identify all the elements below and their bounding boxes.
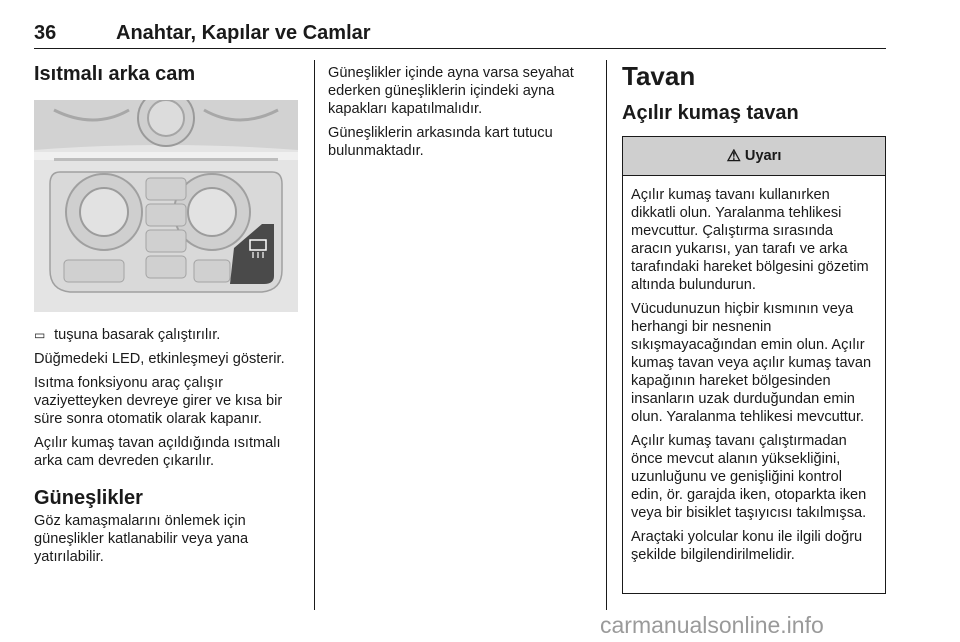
site-watermark: carmanualsonline.info [600, 612, 824, 638]
caption-text: tuşuna basarak çalıştırılır. [54, 327, 221, 343]
sunvisors-heading: Güneşlikler [34, 487, 143, 509]
warning-paragraph: Açılır kumaş tavanı çalıştırmadan önce mevcut alanın yüksekliğini, uzunluğunu ve genişliğini kontrol edin, ör. garajda iken, otoparkta iken veya bir bisiklet taşıyıcısı takılmışsa. [631, 433, 867, 521]
roof-heading: Tavan [622, 61, 696, 91]
heated-rear-window-heading: Isıtmalı arka cam [34, 63, 196, 85]
header-rule [34, 48, 886, 49]
vanity-mirror-paragraph: Güneşlikler içinde ayna varsa seyahat ederken güneşliklerin içindeki ayna kapakları kapatılmalıdır. [328, 65, 574, 117]
heated-rear-window-icon: ▭ [34, 328, 46, 342]
column-divider-left [314, 60, 315, 610]
heating-function-paragraph: Isıtma fonksiyonu araç çalışır vaziyetteyken devreye girer ve kısa bir süre sonra otomatik olarak kapanır. [34, 375, 283, 427]
page-number: 36 [34, 22, 57, 44]
page-header [34, 16, 886, 50]
warning-paragraph: Vücudunuzun hiçbir kısmının veya herhangi bir nesnenin sıkışmayacağından emin olun. Açılır kumaş tavan veya açılır kumaş tavan kapağının hareket bölgesinden insanların uzak durduğundan emin olun. Yaralanma tehlikesi mevcuttur. [631, 301, 872, 425]
warning-triangle-icon: ⚠ [726, 148, 741, 165]
warning-paragraph: Açılır kumaş tavanı kullanırken dikkatli olun. Yaralanma tehlikesi mevcuttur. Çalıştırma sırasında aracın yukarısı, yan tarafı ve arka tarafındaki hareket bölgesini gözetim altında bulundurun. [631, 187, 869, 293]
column-divider-right [606, 60, 607, 610]
warning-paragraph: Araçtaki yolcular konu ile ilgili doğru şekilde bilgilendirilmelidir. [631, 529, 863, 563]
climate-panel-illustration [34, 100, 298, 312]
climate-control-panel-figure [34, 100, 298, 312]
right-column [622, 60, 886, 594]
warning-body [623, 176, 885, 564]
caption-line [34, 326, 300, 344]
card-holder-paragraph: Güneşliklerin arkasında kart tutucu bulunmaktadır. [328, 125, 553, 159]
middle-column [328, 64, 586, 160]
fabric-sunroof-subheading: Açılır kumaş tavan [622, 102, 799, 124]
sunvisors-paragraph: Göz kamaşmalarını önlemek için güneşlikler katlanabilir veya yana yatırılabilir. [34, 513, 249, 565]
warning-header [623, 137, 885, 176]
left-column [34, 60, 300, 566]
warning-box [622, 136, 886, 594]
warning-title: Uyarı [744, 148, 782, 164]
chapter-title: Anahtar, Kapılar ve Camlar [116, 22, 371, 44]
led-paragraph: Düğmedeki LED, etkinleşmeyi gösterir. [34, 351, 285, 367]
sunroof-open-paragraph: Açılır kumaş tavan açıldığında ısıtmalı arka cam devreden çıkarılır. [34, 435, 281, 469]
